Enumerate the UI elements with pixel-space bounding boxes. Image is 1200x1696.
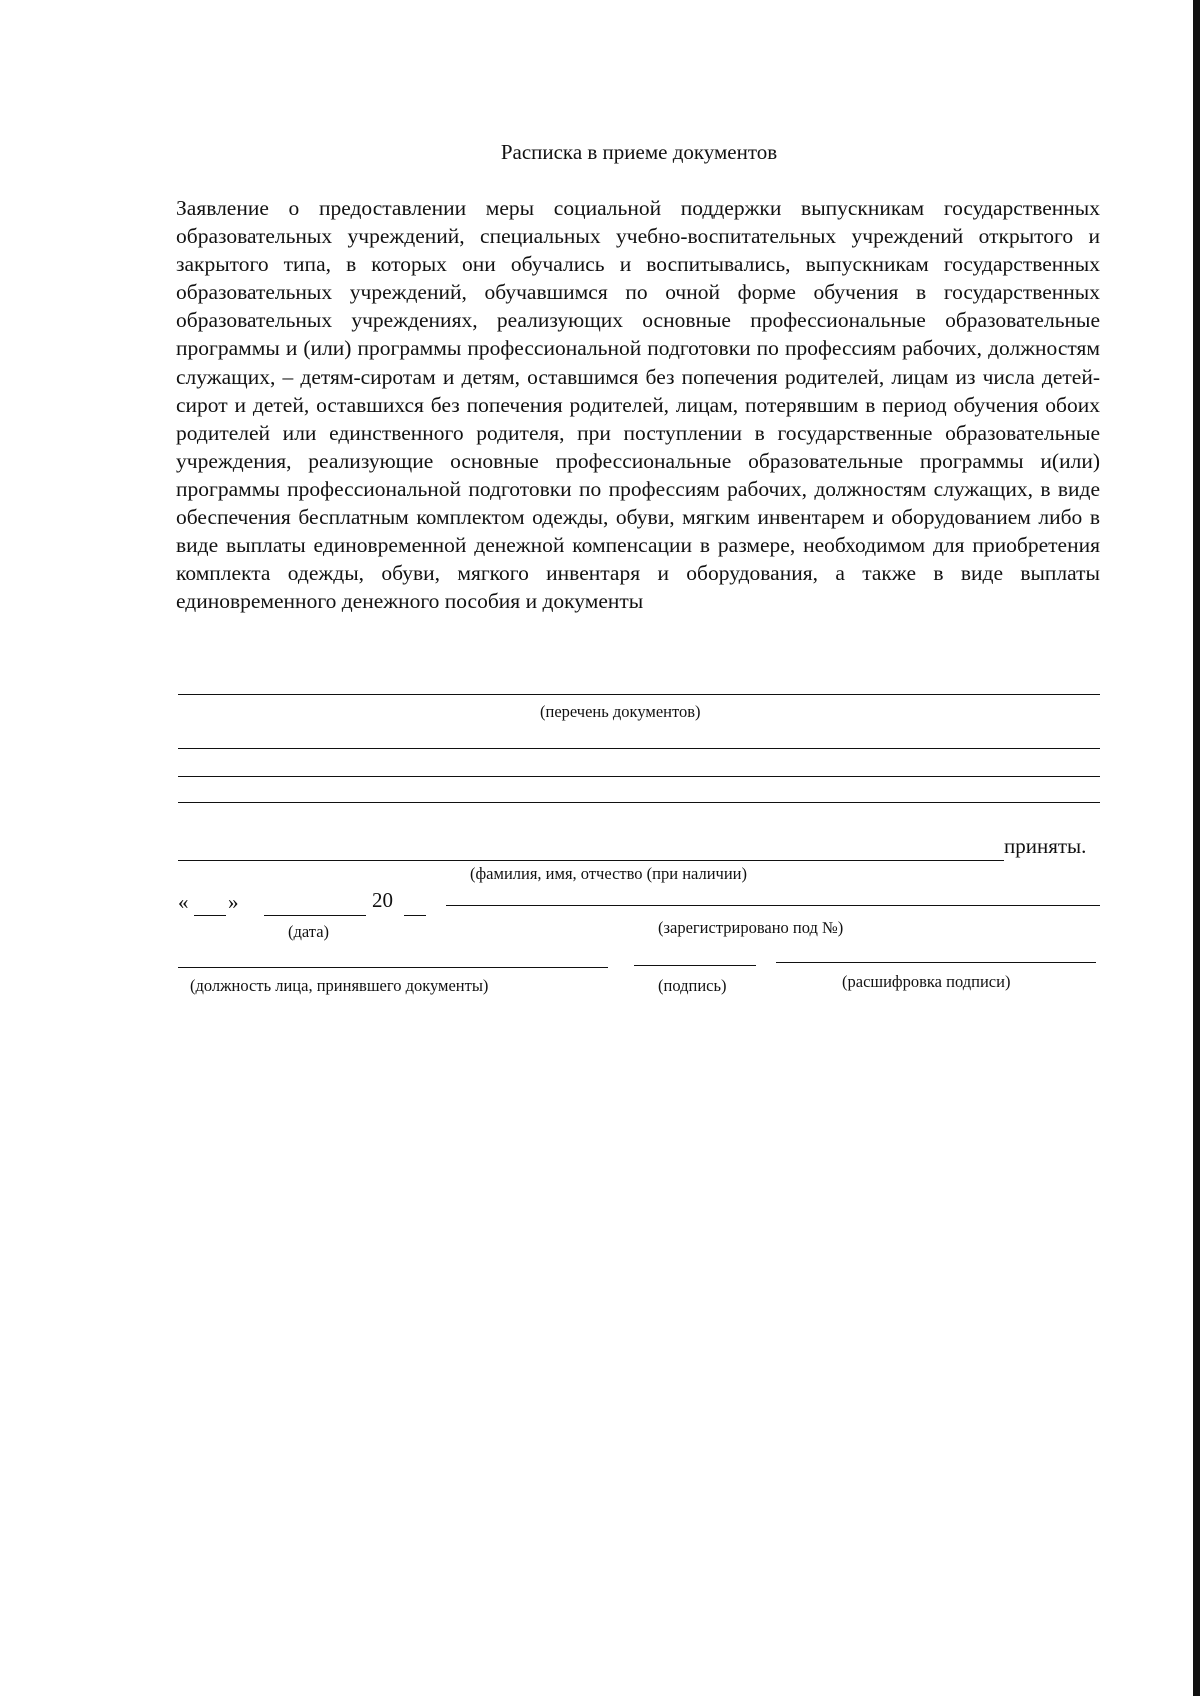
position-line[interactable] xyxy=(178,967,608,968)
registered-caption: (зарегистрировано под №) xyxy=(658,918,844,937)
signature-decode-line[interactable] xyxy=(776,962,1096,963)
fio-caption: (фамилия, имя, отчество (при наличии) xyxy=(470,864,748,883)
registration-number-line[interactable] xyxy=(446,905,1100,906)
scan-edge xyxy=(1193,0,1200,1696)
signature-line[interactable] xyxy=(634,965,756,966)
date-quote-open: « xyxy=(178,890,189,914)
documents-fill-line-2[interactable] xyxy=(178,748,1100,749)
fio-fill-line[interactable] xyxy=(178,860,1004,861)
date-year-line[interactable] xyxy=(404,915,426,916)
documents-caption: (перечень документов) xyxy=(540,702,701,721)
signature-decode-caption: (расшифровка подписи) xyxy=(842,972,1011,991)
documents-fill-line-4[interactable] xyxy=(178,802,1100,803)
date-month-line[interactable] xyxy=(264,915,366,916)
date-day-line[interactable] xyxy=(194,915,226,916)
date-quote-close: » xyxy=(228,890,239,914)
accepted-word: приняты. xyxy=(1004,834,1087,858)
documents-fill-line-3[interactable] xyxy=(178,776,1100,777)
statement-text: Заявление о предоставлении меры социальной поддержки выпускникам государственных образовательных учреждений, специальных учебно-воспитательных учреждений открытого и закрытого типа, в которых они обучались и воспитывались, выпускникам государственных образовательных учреждений, обучавшимся по очной форме обучения в государственных образовательных учреждениях, реализующих основные профессиональные образовательные программы и (или) программы профессиональной подготовки по профессиям рабочих, должностям служащих, – детям-сиротам и детям, оставшимся без попечения родителей, лицам из числа детей-сирот и детей, оставшихся без попечения родителей, лицам, потерявшим в период обучения обоих родителей или единственного родителя, при поступлении в государственные образовательные учреждения, реализующие основные профессиональные образовательные программы и(или) программы профессиональной подготовки по профессиям рабочих, должностям служащих, в виде обеспечения бесплатным комплектом одежды, обуви, мягким инвентарем и оборудованием либо в виде выплаты единовременной денежной компенсации в размере, необходимом для приобретения комплекта одежды, обуви, мягкого инвентаря и оборудования, а также в виде выплаты единовременного денежного пособия и документы xyxy=(176,196,1100,614)
position-caption: (должность лица, принявшего документы) xyxy=(190,976,489,995)
signature-caption: (подпись) xyxy=(658,976,727,995)
document-title: Расписка в приеме документов xyxy=(500,140,778,164)
date-caption: (дата) xyxy=(288,922,330,941)
documents-fill-line-1[interactable] xyxy=(178,694,1100,695)
date-year-prefix: 20 xyxy=(372,888,393,912)
